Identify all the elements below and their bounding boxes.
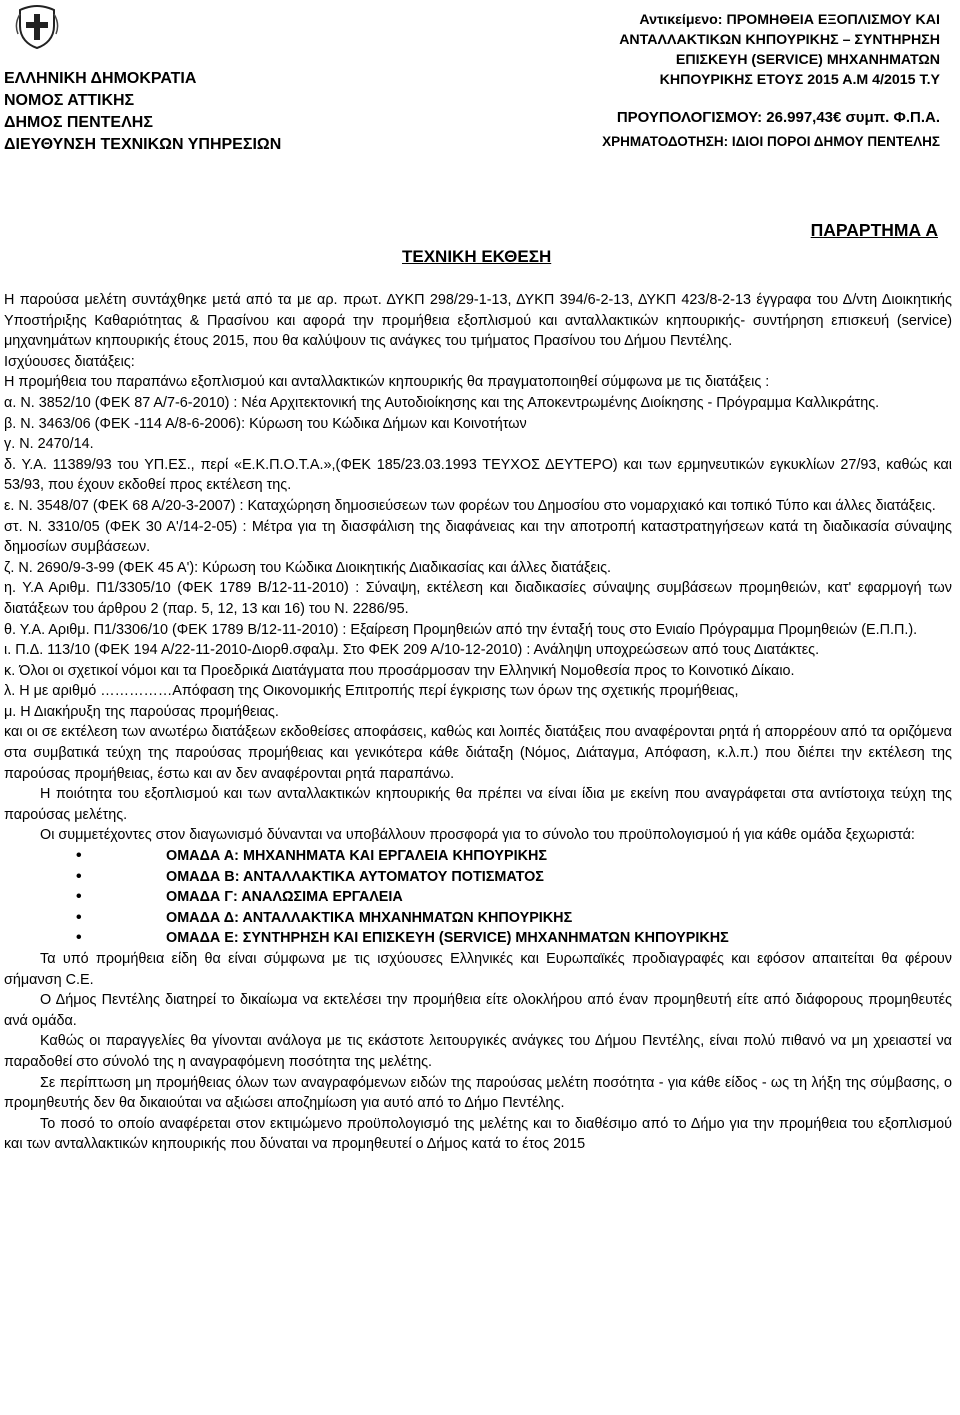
list-item: • ΟΜΑΔΑ Γ: ΑΝΑΛΩΣΙΜΑ ΕΡΓΑΛΕΙΑ	[166, 887, 952, 908]
provision-item: ζ. Ν. 2690/9-3-99 (ΦΕΚ 45 Α'): Κύρωση του Κώδικα Διοικητικής Διαδικασίας και άλλες διατάξεις.	[4, 559, 612, 576]
subject-line: ΚΗΠΟΥΡΙΚΗΣ ΕΤΟΥΣ 2015 Α.Μ 4/2015 Τ.Υ	[659, 72, 940, 88]
provision-item: μ. Η Διακήρυξη της παρούσας προμήθειας.	[4, 703, 279, 720]
subject-line: ΑΝΤΑΛΛΑΚΤΙΚΩΝ ΚΗΠΟΥΡΙΚΗΣ – ΣΥΝΤΗΡΗΣΗ	[619, 32, 940, 48]
partial-paragraph: Σε περίπτωση μη προμήθειας όλων των αναγραφόμενων ειδών της παρούσας μελέτη ποσότητα - για κάθε είδος - ως τη λήξη της σύμβασης, ο προμηθευτής δεν θα δικαιούται να αξιώσει αποζημίωση για αυτό από το Δήμο Πεντέλης.	[4, 1074, 952, 1112]
award-paragraph: Ο Δήμος Πεντέλης διατηρεί το δικαίωμα να εκτελέσει την προμήθεια είτε ολοκλήρου από έναν προμηθευτή είτε από διάφορους προμηθευτές ανά ομάδα.	[4, 992, 952, 1029]
subject-line: ΕΠΙΣΚΕΥΗ (SERVICE) ΜΗΧΑΝΗΜΑΤΩΝ	[675, 52, 940, 68]
issuer-line: ΝΟΜΟΣ ΑΤΤΙΚΗΣ	[4, 92, 135, 109]
list-item: • ΟΜΑΔΑ Β: ΑΝΤΑΛΛΑΚΤΙΚΑ ΑΥΤΟΜΑΤΟΥ ΠΟΤΙΣΜΑΤΟΣ	[166, 867, 952, 888]
intro-paragraph: Η παρούσα μελέτη συντάχθηκε μετά από τα με αρ. πρωτ. ΔΥΚΠ 298/29-1-13, ΔΥΚΠ 394/6-2-13, ΔΥΚΠ 423/8-2-13 έγγραφα του Δ/ντη Διοικητικής Υποστήριξης Καθαριότητας & Πρασίνου και αφορά την προμήθεια εξοπλισμού και ανταλλακτικών κηπουρικής- συντήρηση επισκευή (service) μηχανημάτων κηπουρικής έτους 2015, που θα καλύψουν τις ανάγκες του τμήματος Πρασίνου του Δήμου Πεντέλης.	[4, 292, 952, 350]
provision-item: α. Ν. 3852/10 (ΦΕΚ 87 Α/7-6-2010) : Νέα Αρχιτεκτονική της Αυτοδιοίκησης και της Αποκεντρωμένης Διοίκησης - Πρόγραμμα Καλλικράτης.	[4, 394, 880, 411]
bidders-paragraph: Οι συμμετέχοντες στον διαγωνισμό δύνανται να υποβάλλουν προσφορά για το σύνολο του προϋπολογισμού ή για κάθε ομάδα ξεχωριστά:	[40, 827, 915, 844]
list-item: • ΟΜΑΔΑ Δ: ΑΝΤΑΛΛΑΚΤΙΚΑ ΜΗΧΑΝΗΜΑΤΩΝ ΚΗΠΟΥΡΙΚΗΣ	[166, 908, 952, 929]
issuer-line: ΕΛΛΗΝΙΚΗ ΔΗΜΟΚΡΑΤΙΑ	[4, 70, 197, 87]
provision-item: δ. Υ.Α. 11389/93 του ΥΠ.ΕΣ., περί «Ε.Κ.Π.Ο.Τ.Α.»,(ΦΕΚ 185/23.03.1993 ΤΕΥΧΟΣ ΔΕΥΤΕΡΟ) και των ερμηνευτικών εγκυκλίων 27/93, καθώς και 53/93, που έχουν εκδοθεί προς εκτέλεση της.	[4, 456, 952, 494]
annex-title: ΠΑΡΑΡΤΗΜΑ Α	[810, 220, 938, 240]
provision-item: ε. Ν. 3548/07 (ΦΕΚ 68 Α/20-3-2007) : Καταχώρηση δημοσιεύσεων των φορέων του Δημοσίου στο νομαρχιακό και τοπικό Τύπο και άλλες διατάξεις.	[4, 497, 936, 514]
provision-item: γ. Ν. 2470/14.	[4, 436, 94, 453]
provisions-intro: Η προμήθεια του παραπάνω εξοπλισμού και ανταλλακτικών κηπουρικής θα πραγματοποιηθεί σύμφωνα με τις διατάξεις :	[4, 374, 770, 391]
greek-emblem-icon	[14, 4, 60, 50]
funding-line: ΧΡΗΜΑΤΟΔΟΤΗΣΗ: ΙΔΙΟΙ ΠΟΡΟΙ ΔΗΜΟΥ ΠΕΝΤΕΛΗΣ	[602, 134, 940, 149]
quality-paragraph: Η ποιότητα του εξοπλισμού και των ανταλλακτικών κηπουρικής θα πρέπει να είναι ίδια με εκείνη που αναγράφεται στα αντίστοιχα τεύχη της παρούσας μελέτης.	[4, 786, 952, 823]
provision-item: η. Υ.Α Αριθμ. Π1/3305/10 (ΦΕΚ 1789 Β/12-11-2010) : Σύναψη, εκτέλεση και διαδικασίες σύναψης συμβάσεων προμηθειών, κατ' εφαρμογή των διατάξεων του άρθρου 2 (παρ. 5, 12, 13 και 16) του Ν. 2286/95.	[4, 580, 952, 617]
orders-paragraph: Καθώς οι παραγγελίες θα γίνονται ανάλογα με τις εκάστοτε λειτουργικές ανάγκες του Δήμου Πεντέλης, είναι πολύ πιθανό να μη χρειαστεί να παραδοθεί στο σύνολό της η αναγραφόμενη ποσότητα της μελέτης.	[4, 1033, 952, 1070]
provision-item: β. Ν. 3463/06 (ΦΕΚ -114 Α/8-6-2006): Κύρωση του Κώδικα Δήμων και Κοινοτήτων	[4, 415, 527, 432]
issuer-lines	[4, 68, 281, 156]
issuer-line: ΔΙΕΥΘΥΝΣΗ ΤΕΧΝΙΚΩΝ ΥΠΗΡΕΣΙΩΝ	[4, 136, 282, 153]
groups-list	[4, 846, 952, 949]
report-title: ΤΕΧΝΙΚΗ ΕΚΘΕΣΗ	[402, 247, 552, 266]
issuer-line: ΔΗΜΟΣ ΠΕΝΤΕΛΗΣ	[4, 114, 153, 131]
document-body	[4, 290, 952, 1155]
subject-line: Αντικείμενο: ΠΡΟΜΗΘΕΙΑ ΕΞΟΠΛΙΣΜΟΥ ΚΑΙ	[639, 12, 940, 28]
provision-item: θ. Υ.Α. Αριθμ. Π1/3306/10 (ΦΕΚ 1789 Β/12-11-2010) : Εξαίρεση Προμηθειών από την ένταξή τους στο Ενιαίο Πρόγραμμα Προμηθειών (Ε.Π.Π.).	[4, 621, 918, 638]
provision-item: κ. Όλοι οι σχετικοί νόμοι και τα Προεδρικά Διατάγματα που προσάρμοσαν την Ελληνική Νομοθεσία προς το Κοινοτικό Δίκαιο.	[4, 662, 795, 679]
list-item: • ΟΜΑΔΑ Ε: ΣΥΝΤΗΡΗΣΗ ΚΑΙ ΕΠΙΣΚΕΥΗ (SERVICE) ΜΗΧΑΝΗΜΑΤΩΝ ΚΗΠΟΥΡΙΚΗΣ	[166, 928, 952, 949]
amount-paragraph: Το ποσό το οποίο αναφέρεται στον εκτιμώμενο προϋπολογισμό της μελέτης και το διαθέσιμο από το Δήμο για την προμήθεια του εξοπλισμού και των ανταλλακτικών κηπουρικής που δύναται να προμηθευτεί ο Δήμος κατά το έτος 2015	[4, 1115, 952, 1153]
provision-item: ι. Π.Δ. 113/10 (ΦΕΚ 194 Α/22-11-2010-Διορθ.σφαλμ. Στο ΦΕΚ 209 Α/10-12-2010) : Ανάληψη υποχρεώσεων από τους Διατάκτες.	[4, 642, 820, 659]
list-item: • ΟΜΑΔΑ Α: ΜΗΧΑΝΗΜΑΤΑ ΚΑΙ ΕΡΓΑΛΕΙΑ ΚΗΠΟΥΡΙΚΗΣ	[166, 846, 952, 867]
subject-block	[400, 10, 940, 152]
provision-item: λ. Η με αριθμό ……………Απόφαση της Οικονομικής Επιτροπής περί έγκρισης των όρων της σχετικής προμήθειας,	[4, 683, 739, 700]
standards-paragraph: Τα υπό προμήθεια είδη θα είναι σύμφωνα με τις ισχύουσες Ελληνικές και Ευρωπαϊκές προδιαγραφές και εφόσον απαιτείται θα φέρουν σήμανση C.E.	[4, 951, 952, 988]
provisions-heading: Ισχύουσες διατάξεις:	[4, 353, 135, 370]
decisions-paragraph: και οι σε εκτέλεση των ανωτέρω διατάξεων εκδοθείσες αποφάσεις, καθώς και λοιπές διατάξεις που αναφέρονται ρητά ή απορρέουν από τα οριζόμενα στα συμβατικά τεύχη της παρούσας προμήθειας και γενικότερα κάθε διάταξη (Νόμος, Διάταγμα, Απόφαση, κ.λ.π.) που διέπει την εκτέλεση της παρούσας προμήθειας, έστω και αν δεν αναφέρονται ρητά παραπάνω.	[4, 724, 952, 782]
provision-item: στ. Ν. 3310/05 (ΦΕΚ 30 Α'/14-2-05) : Μέτρα για τη διασφάλιση της διαφάνειας και την αποτροπή καταστρατηγήσεων κατά τη διαδικασία σύναψης δημοσίων συμβάσεων.	[4, 518, 952, 556]
budget-line: ΠΡΟΥΠΟΛΟΓΙΣΜΟΥ: 26.997,43€ συμπ. Φ.Π.Α.	[616, 109, 940, 126]
